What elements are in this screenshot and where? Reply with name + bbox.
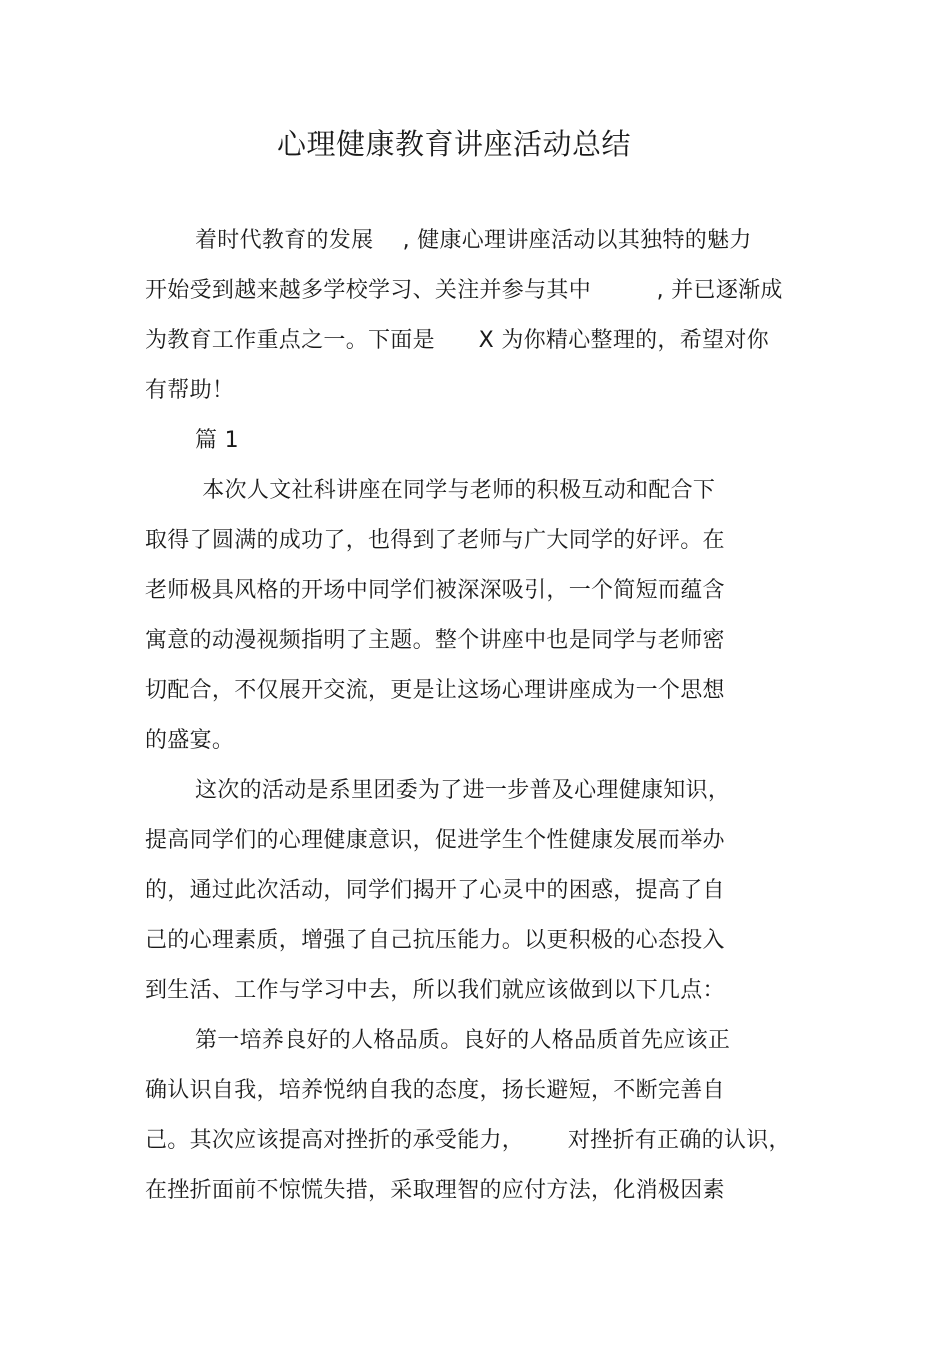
section-heading: 篇 1 [195, 428, 239, 453]
paragraph-line: 着时代教育的发展 , 健康心理讲座活动以其独特的魅力 [195, 228, 752, 253]
paragraph-line: 提高同学们的心理健康意识，促进学生个性健康发展而举办 [145, 828, 725, 853]
paragraph-line: 开始受到越来越多学校学习、关注并参与其中 , 并已逐渐成 [145, 278, 783, 303]
paragraph-line: 确认识自我，培养悦纳自我的态度，扬长避短，不断完善自 [145, 1078, 725, 1103]
paragraph-line: 己的心理素质，增强了自己抗压能力。以更积极的心态投入 [145, 928, 725, 953]
paragraph-line: 这次的活动是系里团委为了进一步普及心理健康知识， [195, 778, 731, 803]
paragraph-line: 本次人文社科讲座在同学与老师的积极互动和配合下 [195, 478, 716, 503]
paragraph-line: 有帮助！ [145, 378, 235, 403]
paragraph-line: 己。其次应该提高对挫折的承受能力， 对挫折有正确的认识， [145, 1128, 791, 1153]
paragraph-line: 在挫折面前不惊慌失措，采取理智的应付方法，化消极因素 [145, 1178, 725, 1203]
paragraph-line: 第一培养良好的人格品质。良好的人格品质首先应该正 [195, 1028, 731, 1053]
paragraph-line: 的盛宴。 [145, 728, 235, 753]
paragraph-line: 到生活、工作与学习中去，所以我们就应该做到以下几点： [145, 978, 725, 1003]
paragraph-line: 为教育工作重点之一。下面是 X 为你精心整理的，希望对你 [145, 328, 769, 353]
paragraph-line: 的，通过此次活动，同学们揭开了心灵中的困惑，提高了自 [145, 878, 725, 903]
paragraph-line: 寓意的动漫视频指明了主题。整个讲座中也是同学与老师密 [145, 628, 725, 653]
paragraph-line: 切配合，不仅展开交流，更是让这场心理讲座成为一个思想 [145, 678, 725, 703]
document-title: 心理健康教育讲座活动总结 [276, 127, 631, 161]
paragraph-line: 取得了圆满的成功了，也得到了老师与广大同学的好评。在 [145, 528, 725, 553]
paragraph-line: 老师极具风格的开场中同学们被深深吸引，一个简短而蕴含 [145, 578, 725, 603]
